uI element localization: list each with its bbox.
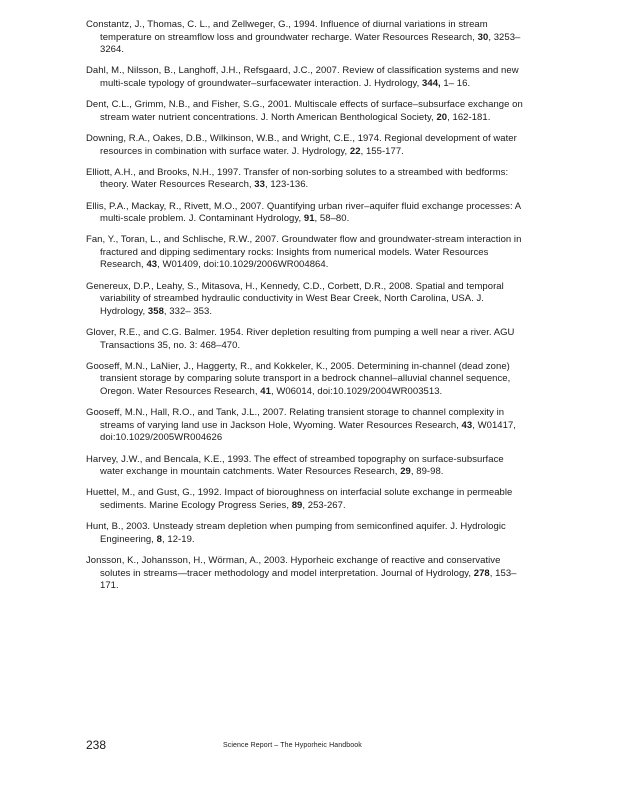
- reference-entry: Jonsson, K., Johansson, H., Wörman, A., 2003. Hyporheic exchange of reactive and conservative solutes in streams—tracer methodology and model interpretation. Journal of Hydrology, 278, 153–171.: [86, 554, 517, 592]
- reference-entry: Constantz, J., Thomas, C. L., and Zellweger, G., 1994. Influence of diurnal variations in stream temperature on streamflow loss and groundwater recharge. Water Resources Research, 30, 3253–3264.: [86, 19, 521, 56]
- footer-title: Science Report – The Hyporheic Handbook: [223, 742, 362, 749]
- reference-entry: Hunt, B., 2003. Unsteady stream depletion when pumping from semiconfined aquifer. J. Hydrologic Engineering, 8, 12-19.: [86, 521, 506, 545]
- reference-entry: Huettel, M., and Gust, G., 1992. Impact of bioroughness on interfacial solute exchange in permeable sediments. Marine Ecology Progress Series, 89, 253-267.: [86, 487, 513, 511]
- reference-entry: Fan, Y., Toran, L., and Schlische, R.W., 2007. Groundwater flow and groundwater-stream interaction in fractured and dipping sedimentary rocks: Insights from numerical models. Water Resources Research, 43, W01409, doi:10.1029/2006WR004864.: [86, 234, 522, 271]
- reference-entry: Gooseff, M.N., LaNier, J., Haggerty, R., and Kokkeler, K., 2005. Determining in-channel (dead zone) transient storage by comparing solute transport in a bedrock channel–alluvial channel sequence, Oregon. Water Resources Research, 41, W06014, doi:10.1029/2004WR003513.: [86, 360, 511, 397]
- reference-entry: Glover, R.E., and C.G. Balmer. 1954. River depletion resulting from pumping a well near a river. AGU Transactions 35, no. 3: 468–470.: [86, 327, 515, 351]
- reference-entry: Gooseff, M.N., Hall, R.O., and Tank, J.L., 2007. Relating transient storage to channel complexity in streams of varying land use in Jackson Hole, Wyoming. Water Resources Research, 43, W01417, doi:10.1029/2005WR004626: [86, 407, 516, 444]
- page-number: 238: [86, 738, 107, 752]
- reference-entry: Dent, C.L., Grimm, N.B., and Fisher, S.G., 2001. Multiscale effects of surface–subsurface exchange on stream water nutrient concentrations. J. North American Benthological Society, 20, 162-181.: [86, 99, 523, 123]
- reference-entry: Elliott, A.H., and Brooks, N.H., 1997. Transfer of non-sorbing solutes to a streambed with bedforms: theory. Water Resources Research, 33, 123-136.: [86, 166, 509, 191]
- reference-entry: Dahl, M., Nilsson, B., Langhoff, J.H., Refsgaard, J.C., 2007. Review of classification systems and new multi-scale typology of groundwater–surfacewater interaction. J. Hydrology, 344, 1– 16.: [86, 65, 519, 89]
- reference-entry: Downing, R.A., Oakes, D.B., Wilkinson, W.B., and Wright, C.E., 1974. Regional development of water resources in combination with surface water. J. Hydrology, 22, 155-177.: [86, 132, 517, 157]
- reference-entry: Genereux, D.P., Leahy, S., Mitasova, H., Kennedy, C.D., Corbett, D.R., 2008. Spatial and temporal variability of streambed hydraulic conductivity in West Bear Creek, North Carolina, USA. J. Hydrology, 358, 332– 353.: [86, 280, 504, 317]
- reference-entry: Ellis, P.A., Mackay, R., Rivett, M.O., 2007. Quantifying urban river–aquifer fluid exchange processes: A multi-scale problem. J. Contaminant Hydrology, 91, 58–80.: [86, 200, 521, 225]
- reference-entry: Harvey, J.W., and Bencala, K.E., 1993. The effect of streambed topography on surface-subsurface water exchange in mountain catchments. Water Resources Research, 29, 89-98.: [86, 453, 504, 478]
- reference-list: [86, 19, 526, 601]
